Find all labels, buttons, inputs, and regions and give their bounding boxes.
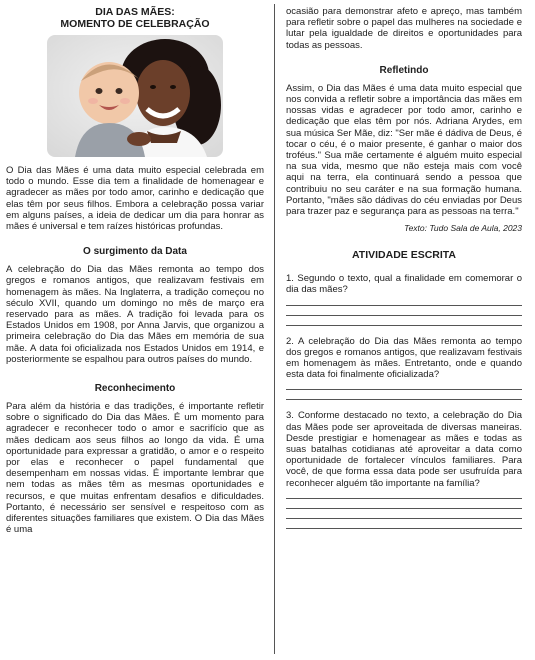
answer-lines-3[interactable] (286, 498, 522, 529)
recognition-paragraph: Para além da história e das tradições, é importante refletir sobre o significado do Dia das Mães. É um momento para agradecer e reconhecer todo o amor e sacrifício que as mães dedicam aos seus filhos ao longo da vida. É uma oportunidade para expressar a gratidão, o amor e o respeito por elas e reconhecer o papel fundamental que desempenham em nossas vidas. É importante lembrar que nem todas as mães têm as mesmas oportunidades e recursos, e que muitas enfrentam desafios e dificuldades. Portanto, é necessário ser sensível e respeitoso com as diferentes situações familiares que existem. O Dia das Mães é uma (6, 401, 264, 536)
answer-line[interactable] (286, 305, 522, 306)
answer-lines-2[interactable] (286, 389, 522, 400)
answer-line[interactable] (286, 528, 522, 529)
right-column (286, 6, 522, 539)
answer-line[interactable] (286, 498, 522, 499)
document-title-line1: DIA DAS MÃES: (95, 6, 175, 18)
answer-lines-1[interactable] (286, 305, 522, 326)
document-title-line2: MOMENTO DE CELEBRAÇÃO (60, 18, 210, 30)
question-2: 2. A celebração do Dia das Mães remonta ao tempo dos gregos e romanos antigos, que realizavam festivais em homenagem às mães. Entretanto, onde e quando esta data foi finalmente oficializada? (286, 335, 522, 381)
answer-line[interactable] (286, 399, 522, 400)
answer-line[interactable] (286, 389, 522, 390)
activity-title: ATIVIDADE ESCRITA (351, 249, 457, 262)
answer-line[interactable] (286, 508, 522, 509)
mother-and-baby-photo (47, 35, 223, 157)
photo-illustration (47, 35, 223, 157)
origin-paragraph: A celebração do Dia das Mães remonta ao tempo dos gregos e romanos antigos, que realizavam festivais em homenagem às mães. Na Inglaterra, a tradição começou no século XVII, quando um domingo no mês de março era reservado para as mães. A tradição foi levada para os Estados Unidos em 1908, por Anna Jarvis, que organizou a primeira celebração do Dia das Mães em memória de sua mãe. A data foi oficializada nos Estados Unidos em 1914, e posteriormente se espalhou para outros países do mundo. (6, 264, 264, 365)
column-divider (274, 4, 275, 654)
reflection-paragraph: Assim, o Dia das Mães é uma data muito especial que nos convida a refletir sobre a importância das mães em nossas vidas e agradecer por todo amor, carinho e dedicação que elas têm por nós. Adriana Arydes, em sua música Ser Mãe, diz: "Ser mãe é dádiva de Deus, é tocar o céu, é o maior presente, é ganhar o maior dos troféus." Sua mãe certamente é alguém muito especial na sua vida, mesmo que não esteja mais com você aqui na terra, ela continuará sendo a pessoa que contribuiu no seu caráter e na sua formação humana. Portanto, "mães são dádivas do céu enviadas por Deus para trazer paz e segurança para as pessoas na terra." (286, 82, 522, 218)
continuation-paragraph: ocasião para demonstrar afeto e apreço, mas também para refletir sobre o papel das mulheres na sociedade e lutar pela igualdade de direitos e oportunidades para todas as pessoas. (286, 6, 522, 51)
answer-line[interactable] (286, 325, 522, 326)
intro-paragraph: O Dia das Mães é uma data muito especial celebrada em todo o mundo. Esse dia tem a finalidade de homenagear e agradecer as mães por todo amor, carinho e dedicação que elas têm por seus filhos. Embora a celebração possa variar em alguns países, a ideia de dedicar um dia para honrar as mães é universal e tem raízes históricas profundas. (6, 165, 264, 233)
section-heading-reflection: Refletindo (379, 64, 429, 76)
answer-line[interactable] (286, 315, 522, 316)
answer-line[interactable] (286, 518, 522, 519)
section-heading-origin: O surgimento da Data (83, 246, 187, 258)
question-1: 1. Segundo o texto, qual a finalidade em comemorar o dia das mães? (286, 273, 522, 296)
left-column (6, 6, 264, 535)
section-heading-recognition: Reconhecimento (94, 383, 176, 395)
source-credit: Texto: Tudo Sala de Aula, 2023 (404, 223, 522, 234)
question-3: 3. Conforme destacado no texto, a celebração do Dia das Mães pode ser aproveitada de diversas maneiras. Desde prestigiar e homenagear as mães e todas as suas batalhas cotidianas até aproveitar a data como oportunidade de fortalecer vínculos familiares. Para você, de que forma essa data pode ser usufruída para reconhecer alguém tão importante na família? (286, 410, 522, 489)
